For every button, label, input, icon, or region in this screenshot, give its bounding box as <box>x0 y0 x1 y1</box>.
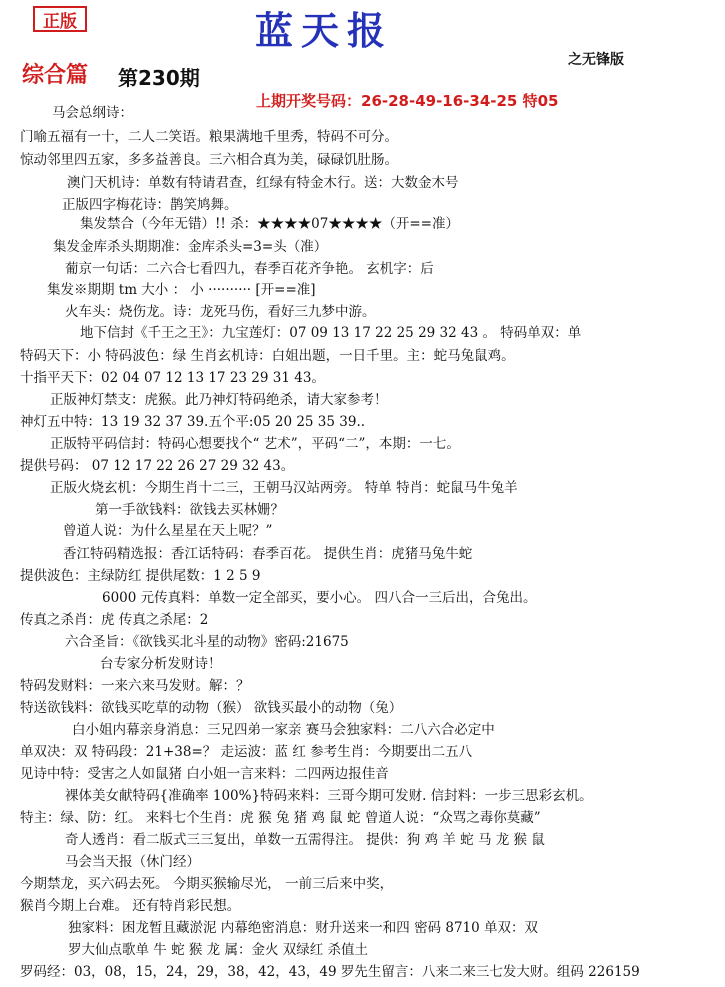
text-line: 集发禁合（今年无错）!! 杀：★★★★07★★★★（开==准） <box>80 216 459 232</box>
text-line: 正版火烧玄机：今期生肖十二三，王朝马汉站两旁。 特单 特肖：蛇鼠马牛兔羊 <box>50 480 518 496</box>
text-line: 马会当天报（休门经） <box>65 854 200 870</box>
text-line: 第一手欲钱料：欲钱去买林姗？ <box>95 502 284 518</box>
text-line: 正版特平码信封：特码心想要找个“ 艺术”，平码“二”，本期：一七。 <box>50 436 460 452</box>
text-line: 十指平天下：02 04 07 12 13 17 23 29 31 43。 <box>20 370 325 386</box>
text-line: 白小姐内幕亲身消息：三兄四弟一家亲 赛马会独家料：二八六合必定中 <box>72 722 495 738</box>
text-line: 集发金库杀头期期准：金库杀头=3=头（准） <box>53 239 328 255</box>
text-line: 正版神灯禁支：虎猴。此乃神灯特码绝杀，请大家参考！ <box>50 392 388 408</box>
text-line: 特码发财料：一来六来马发财。解：？ <box>20 678 250 694</box>
text-line: 曾道人说：为什么星星在天上呢？” <box>63 523 273 539</box>
text-line: 葡京一句话：二六合七看四九，春季百花齐争艳。 玄机字：后 <box>65 261 434 277</box>
edition-label: 之无锋版 <box>568 52 624 68</box>
text-line: 台专家分析发财诗！ <box>100 656 222 672</box>
authentic-badge: 正版 <box>33 6 87 32</box>
text-line: 奇人透肖：看二版式三三复出，单数一五需得注。 提供：狗 鸡 羊 蛇 马 龙 猴 鼠 <box>65 832 545 848</box>
text-line: 见诗中特：受害之人如鼠猪 白小姐一言来料：二四两边报佳音 <box>20 766 389 782</box>
text-line: 独家料：困龙暂且藏淤泥 内幕绝密消息：财升送来一和四 密码 8710 单双：双 <box>68 920 539 936</box>
text-line: 集发※期期 tm 大小 ： 小 ·········· [开==准] <box>47 282 316 298</box>
text-line: 香江特码精选报：香江话特码：春季百花。 提供生肖：虎猪马兔牛蛇 <box>63 546 473 562</box>
text-line: 罗码经：03，08，15，24，29，38，42，43，49 罗先生留言：八来二来三七发大财。组码 226159 <box>20 964 640 980</box>
text-line: 六合圣旨：《欲钱买北斗星的动物》密码:21675 <box>65 634 349 650</box>
text-line: 6000 元传真料：单数一定全部买，要小心。 四八合一三后出，合兔出。 <box>102 590 537 606</box>
text-line: 单双决：双 特码段：21+38=？ 走运波：蓝 红 参考生肖：今期要出二五八 <box>20 744 473 760</box>
newspaper-title: 蓝天报 <box>255 8 394 53</box>
text-line: 澳门天机诗：单数有特请君查，红绿有特金木行。送：大数金木号 <box>67 175 459 191</box>
text-line: 惊动邻里四五家，多多益善良。三六相合真为美，碌碌饥肚肠。 <box>20 152 398 168</box>
text-line: 提供号码： 07 12 17 22 26 27 29 32 43。 <box>20 458 295 474</box>
text-line: 特码天下：小 特码波色：绿 生肖玄机诗：白姐出题，一日千里。主：蛇马兔鼠鸡。 <box>20 348 515 364</box>
section-title: 综合篇 <box>22 62 89 88</box>
text-line: 马会总纲诗： <box>52 105 133 121</box>
text-line: 神灯五中特：13 19 32 37 39.五个平:05 20 25 35 39.. <box>20 414 366 430</box>
text-line: 火车头：烧伤龙。诗：龙死马伤，看好三九梦中游。 <box>65 304 376 320</box>
text-line: 特送欲钱料：欲钱买吃草的动物（猴） 欲钱买最小的动物（兔） <box>20 700 403 716</box>
text-line: 提供波色：主绿防红 提供尾数：1 2 5 9 <box>20 568 261 584</box>
text-line: 门喻五福有一十，二人二笑语。粮果满地千里秀，特码不可分。 <box>20 129 398 145</box>
issue-number: 第230期 <box>118 66 200 90</box>
text-line: 猴肖今期上台难。 还有特肖彩民想。 <box>20 898 241 914</box>
text-line: 罗大仙点歌单 牛 蛇 猴 龙 属：金火 双绿红 杀值土 <box>68 942 369 958</box>
text-line: 特主：绿、防：红。 来料七个生肖：虎 猴 兔 猪 鸡 鼠 蛇 曾道人说：“众骂之毒你莫藏” <box>20 810 541 826</box>
text-line: 传真之杀肖：虎 传真之杀尾：2 <box>20 612 209 628</box>
text-line: 今期禁龙，买六码去死。 今期买猴输尽光， 一前三后来中奖， <box>20 876 394 892</box>
text-line: 地下信封《千王之王》：九宝莲灯：07 09 13 17 22 25 29 32 43 。 特码单双：单 <box>80 325 582 341</box>
last-draw-numbers: 上期开奖号码：26-28-49-16-34-25 特05 <box>256 92 559 110</box>
text-line: 裸体美女献特码{准确率 100%}特码来料：三哥今期可发财. 信封料：一步三思彩玄机。 <box>65 788 593 804</box>
text-line: 正版四字梅花诗：鹊笑鸠舞。 <box>62 197 238 213</box>
